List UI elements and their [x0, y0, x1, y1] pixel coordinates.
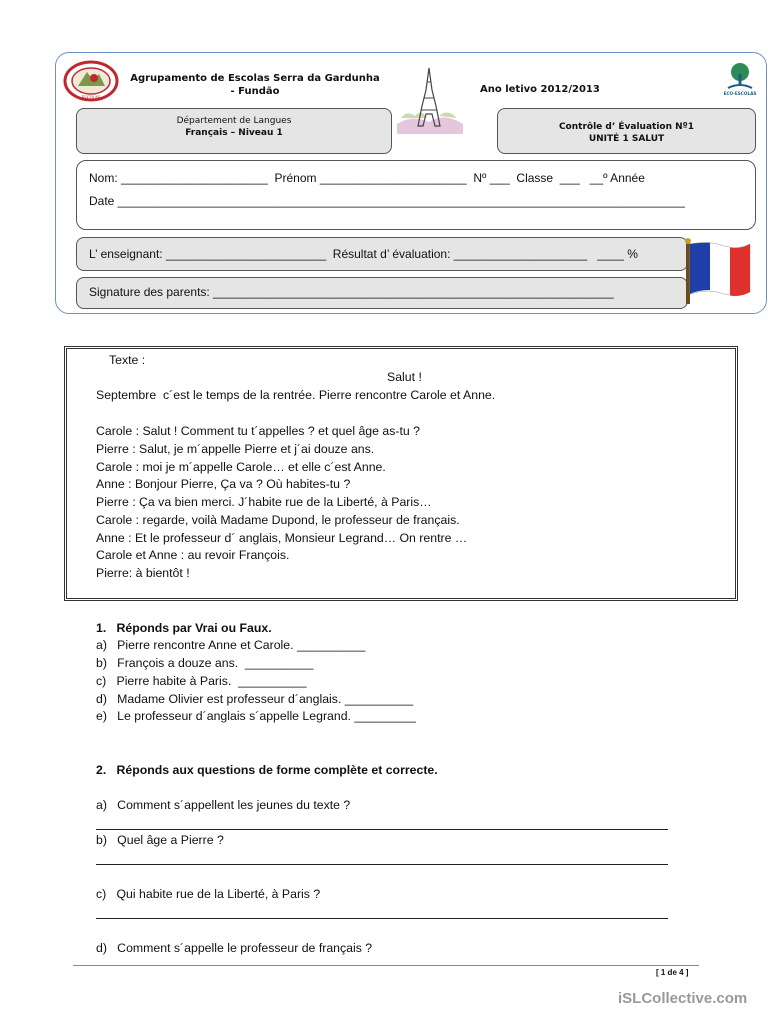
- dialogue-line: Pierre: à bientôt !: [96, 566, 190, 580]
- question-2-item: b) Quel âge a Pierre ?: [96, 833, 224, 847]
- school-name-line2: - Fundão: [230, 86, 280, 97]
- dialogue-line: Carole : regarde, voilà Madame Dupond, le professeur de français.: [96, 513, 460, 527]
- course-level: Français – Niveau 1: [185, 128, 283, 138]
- svg-text:ESCOLAS: ESCOLAS: [81, 95, 101, 100]
- eiffel-tower-image: [393, 66, 465, 134]
- question-1-item[interactable]: c) Pierre habite à Paris. __________: [96, 674, 307, 688]
- answer-line[interactable]: [96, 864, 668, 865]
- answer-line[interactable]: [96, 829, 668, 830]
- question-2-item: d) Comment s´appelle le professeur de français ?: [96, 941, 373, 955]
- control-box: [497, 108, 756, 154]
- school-name-line1: Agrupamento de Escolas Serra da Gardunha: [130, 73, 380, 84]
- dialogue-line: Carole : moi je m´appelle Carole… et elle c´est Anne.: [96, 460, 386, 474]
- question-1-item[interactable]: b) François a douze ans. __________: [96, 656, 314, 670]
- question-1-title: 1. Réponds par Vrai ou Faux.: [96, 621, 272, 635]
- svg-text:ECO-ESCOLAS: ECO-ESCOLAS: [723, 91, 757, 96]
- answer-line[interactable]: [96, 918, 668, 919]
- eco-escolas-logo: [722, 60, 758, 96]
- school-year: Ano letivo 2012/2013: [480, 84, 600, 95]
- signature-field-line[interactable]: Signature des parents: ____________________________________________________________: [89, 285, 614, 299]
- watermark: iSLCollective.com: [618, 990, 748, 1007]
- dialogue-line: Pierre : Ça va bien merci. J´habite rue de la Liberté, à Paris…: [96, 495, 432, 509]
- page-number: [ 1 de 4 ]: [656, 968, 689, 977]
- dialogue-line: Anne : Bonjour Pierre, Ça va ? Où habites-tu ?: [96, 477, 351, 491]
- question-1-item[interactable]: e) Le professeur d´anglais s´appelle Legrand. _________: [96, 709, 416, 723]
- question-1-item[interactable]: d) Madame Olivier est professeur d´anglais. __________: [96, 692, 414, 706]
- control-title: Contrôle d’ Évaluation Nº1: [558, 122, 695, 132]
- text-title: Salut !: [387, 370, 422, 384]
- dialogue-line: Carole : Salut ! Comment tu t´appelles ? et quel âge as-tu ?: [96, 424, 420, 438]
- french-flag-image: [684, 238, 752, 304]
- dialogue-line: Carole et Anne : au revoir François.: [96, 548, 290, 562]
- unit-title: UNITÉ 1 SALUT: [588, 134, 665, 144]
- question-2-item: c) Qui habite rue de la Liberté, à Paris ?: [96, 887, 321, 901]
- department-name: Département de Langues: [176, 116, 292, 126]
- footer-rule: [73, 965, 699, 966]
- name-field-line[interactable]: Nom: ______________________ Prénom ______________________ Nº ___ Classe ___ __º Année: [89, 171, 645, 185]
- dialogue-line: Pierre : Salut, je m´appelle Pierre et j´ai douze ans.: [96, 442, 375, 456]
- text-label: Texte :: [109, 353, 146, 367]
- text-intro: Septembre c´est le temps de la rentrée. Pierre rencontre Carole et Anne.: [96, 388, 496, 402]
- teacher-field-line[interactable]: L’ enseignant: ________________________ Résultat d’ évaluation: ____________________ ____ %: [89, 247, 638, 261]
- date-field-line[interactable]: Date _____________________________________________________________________________________: [89, 194, 685, 208]
- school-name: [124, 72, 386, 98]
- question-1-item[interactable]: a) Pierre rencontre Anne et Carole. __________: [96, 638, 366, 652]
- school-logo: [63, 60, 119, 102]
- question-2-item: a) Comment s´appellent les jeunes du texte ?: [96, 798, 351, 812]
- dialogue-line: Anne : Et le professeur d´ anglais, Monsieur Legrand… On rentre …: [96, 531, 468, 545]
- question-2-title: 2. Réponds aux questions de forme complète et correcte.: [96, 763, 438, 777]
- department-box: [76, 108, 392, 154]
